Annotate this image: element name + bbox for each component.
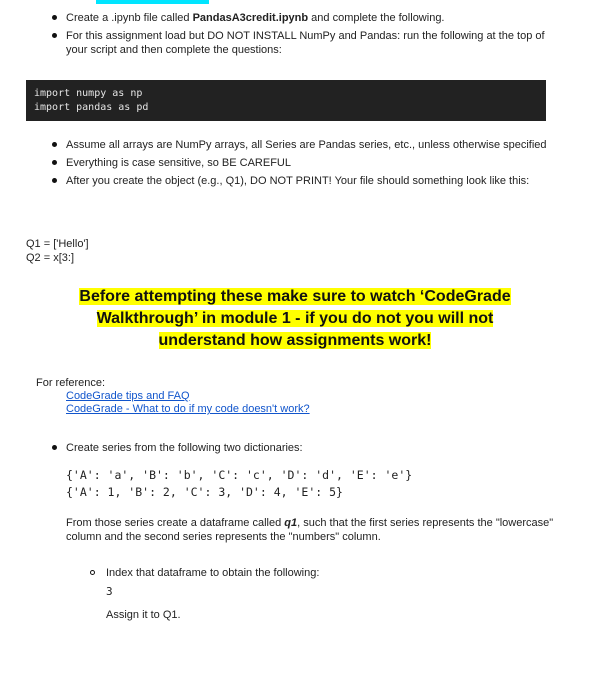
example-output [26,237,89,265]
example-line: Q1 = ['Hello'] [26,238,89,250]
assign-instruction: Assign it to Q1. [106,609,181,621]
rule-text: After you create the object (e.g., Q1), DO NOT PRINT! Your file should something look like this: [66,175,530,187]
bullet-icon [52,15,57,20]
hollow-bullet-icon [90,570,95,575]
task-list [52,441,552,455]
intro-text: Create a .ipynb file called [66,12,193,24]
link-codegrade-help[interactable]: CodeGrade - What to do if my code doesn't work? [66,403,310,415]
filename: PandasA3credit.ipynb [192,12,309,24]
para-text-end: , such that the first series represents the "lowercase" column and the second series represents the "numbers" column. [66,517,554,543]
dict-line: {'A': 'a', 'B': 'b', 'C': 'c', 'D': 'd', 'E': 'e'} [66,468,413,482]
list-item [52,11,552,25]
intro-text-end: and complete the following. [308,12,445,24]
reference-label: For reference: [36,377,106,389]
warning-banner [20,286,570,352]
dict-line: {'A': 1, 'B': 2, 'C': 3, 'D': 4, 'E': 5} [66,485,343,499]
task-text: Create series from the following two dictionaries: [66,442,303,454]
code-block [26,80,546,121]
bullet-icon [52,178,57,183]
intro-list [52,11,552,61]
dictionaries [66,467,412,501]
rules-list [52,138,552,192]
list-item [52,174,552,188]
top-accent-bar [96,0,209,4]
rule-text: Everything is case sensitive, so BE CAREFUL [66,157,291,169]
code-line: import pandas as pd [34,102,149,113]
bullet-icon [52,33,57,38]
banner-line: understand how assignments work! [158,332,432,349]
expected-result: 3 [106,585,113,598]
list-item [52,29,552,57]
link-codegrade-faq[interactable]: CodeGrade tips and FAQ [66,390,190,402]
sub-item-text: Index that dataframe to obtain the following: [106,567,320,579]
code-line: import numpy as np [34,88,143,99]
reference-section [36,377,310,416]
bullet-icon [52,142,57,147]
bullet-icon [52,445,57,450]
list-item [52,156,552,170]
variable-name: q1 [284,517,298,529]
sub-list-item [90,566,319,580]
rule-text: Assume all arrays are NumPy arrays, all Series are Pandas series, etc., unless otherwise specified [66,139,547,151]
para-text: From those series create a dataframe called [66,517,285,529]
list-item [52,441,552,455]
task-description [66,516,556,544]
intro-instruction: For this assignment load but DO NOT INSTALL NumPy and Pandas: run the following at the top of your script and then complete the questions: [66,30,545,56]
bullet-icon [52,160,57,165]
banner-line: Before attempting these make sure to watch ‘CodeGrade [79,288,511,305]
list-item [52,138,552,152]
banner-line: Walkthrough’ in module 1 - if you do not you will not [96,310,494,327]
example-line: Q2 = x[3:] [26,252,74,264]
